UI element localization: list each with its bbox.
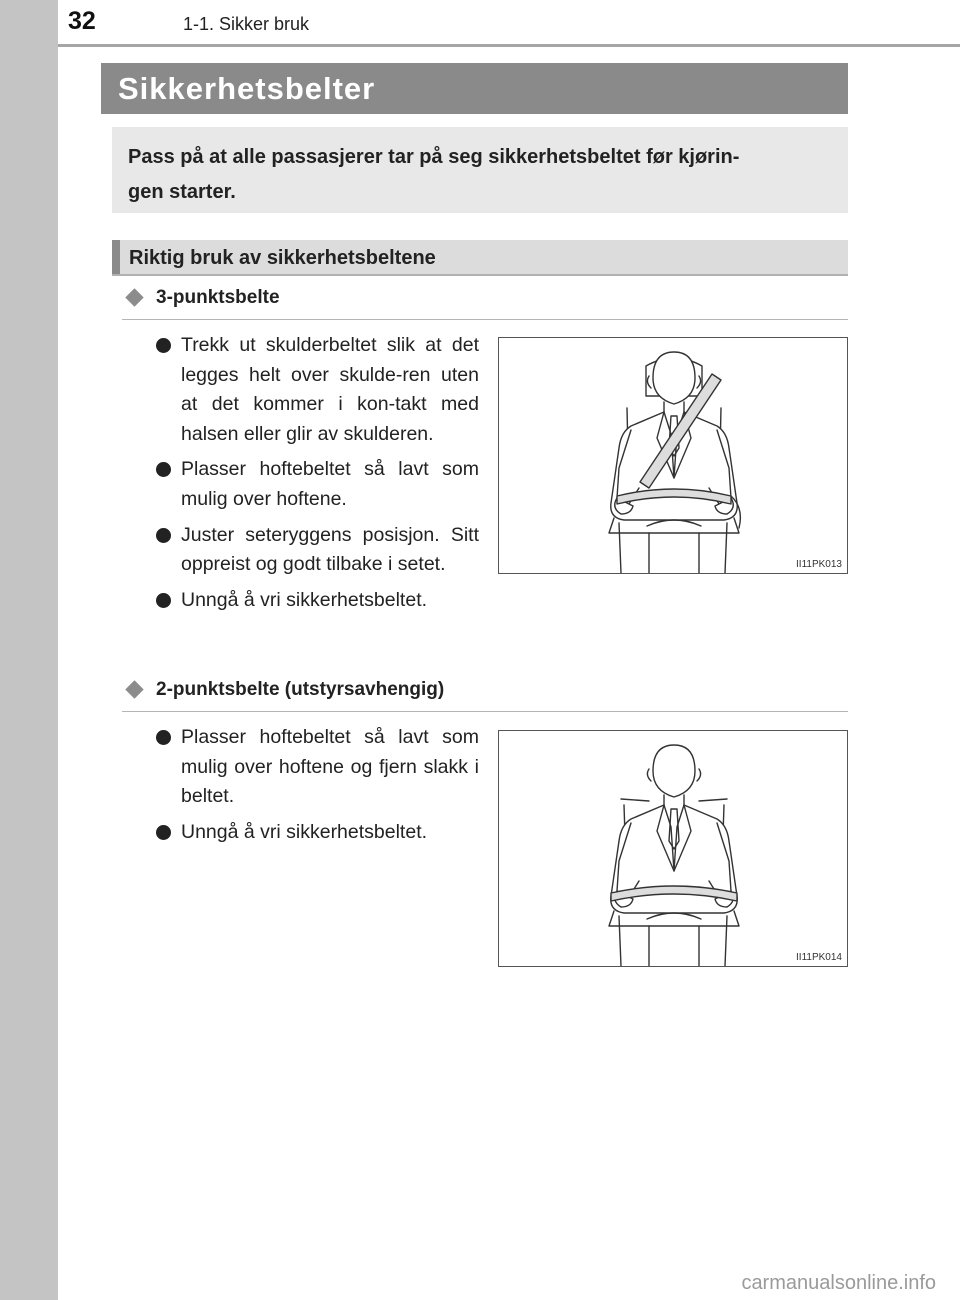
page-title: Sikkerhetsbelter	[118, 71, 376, 106]
intro-line-2: gen starter.	[128, 181, 236, 203]
watermark: carmanualsonline.info	[741, 1272, 936, 1294]
list-item	[155, 818, 479, 848]
bullet-icon	[156, 338, 171, 353]
list-item	[155, 586, 541, 616]
list-item-text: Juster seteryggens posisjon. Sitt oppreist og godt tilbake i setet.	[181, 523, 479, 576]
header-divider	[58, 44, 960, 47]
figure-code: II11PK014	[796, 952, 842, 963]
bullet-icon	[156, 730, 171, 745]
intro-line-1: Pass på at alle passasjerer tar på seg sikkerhetsbeltet før kjørin-	[128, 146, 740, 168]
subheading-two-point	[122, 677, 848, 712]
subheading-two-point-text: 2-punktsbelte (utstyrsavhengig)	[156, 679, 445, 700]
page-margin-tab	[0, 0, 58, 1300]
list-item-text: Trekk ut skulderbeltet slik at det legges helt over skulde-ren uten at det kommer i kon-takt med halsen eller glir av skulderen.	[181, 334, 479, 445]
list-item-text: Plasser hoftebeltet så lavt som mulig over hoftene.	[181, 458, 479, 510]
list-item	[155, 723, 479, 812]
page-number: 32	[68, 7, 96, 35]
list-item-text: Unngå å vri sikkerhetsbeltet.	[181, 588, 428, 611]
bullet-icon	[156, 825, 171, 840]
bullet-icon	[156, 528, 171, 543]
subheading-three-point-text: 3-punktsbelte	[156, 287, 280, 308]
diamond-icon	[125, 680, 143, 698]
bullet-icon	[156, 593, 171, 608]
page-title-bar	[101, 63, 848, 114]
list-item-text: Unngå å vri sikkerhetsbeltet.	[181, 820, 428, 843]
seated-person-three-point-belt-illustration	[499, 338, 847, 573]
section-heading	[112, 240, 848, 276]
seated-person-lap-belt-illustration	[499, 731, 847, 966]
list-item	[155, 521, 479, 580]
three-point-bullet-list	[155, 331, 479, 621]
list-item	[155, 455, 479, 514]
section-heading-text: Riktig bruk av sikkerhetsbeltene	[129, 247, 436, 269]
three-point-belt-figure	[498, 337, 848, 574]
figure-code: II11PK013	[796, 559, 842, 570]
running-header: 1-1. Sikker bruk	[183, 14, 310, 34]
diamond-icon	[125, 288, 143, 306]
bullet-icon	[156, 462, 171, 477]
two-point-belt-figure	[498, 730, 848, 967]
list-item	[155, 331, 479, 449]
subheading-three-point	[122, 285, 848, 320]
section-heading-accent	[112, 240, 120, 274]
list-item-text: Plasser hoftebeltet så lavt som mulig over hoftene og fjern slakk i beltet.	[181, 726, 479, 808]
two-point-bullet-list	[155, 723, 479, 853]
intro-box	[112, 127, 848, 213]
